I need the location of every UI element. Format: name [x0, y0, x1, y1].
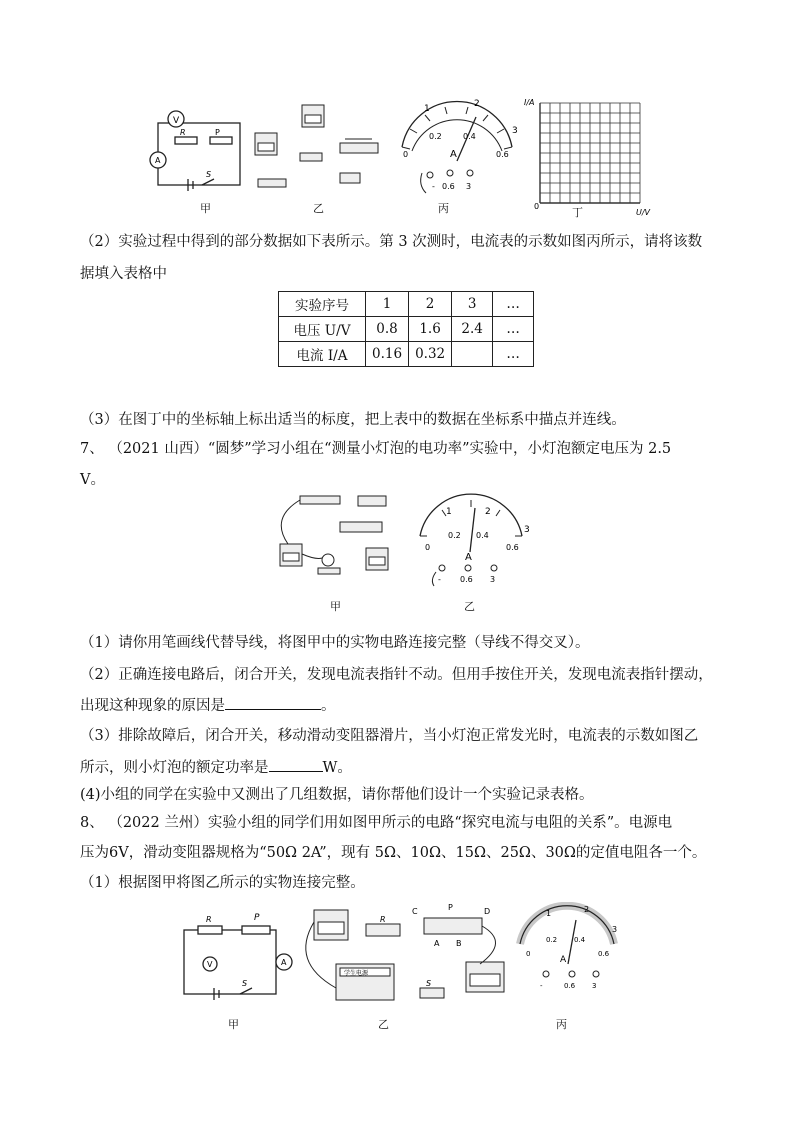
meter-tick: 0.2 — [546, 936, 558, 944]
meter-tick: 0.4 — [463, 132, 476, 141]
terminal-label: 3 — [466, 182, 472, 191]
circuit-label: S — [242, 979, 248, 988]
q7-part2-line2 — [80, 695, 336, 716]
table-row — [279, 317, 534, 342]
graph-x-label: U/V — [636, 208, 651, 217]
q7-part2-line1: （2）正确连接电路后，闭合开关，发现电流表指针不动。但用手按住开关，发现电流表指针摆动， — [80, 667, 713, 683]
q7-part3-prefix: 所示，则小灯泡的额定功率是 — [80, 760, 269, 776]
meter-tick: 1 — [446, 507, 452, 517]
q7-part4: (4)小组的同学在实验中又测出了几组数据，请你帮他们设计一个实验记录表格。 — [80, 787, 594, 803]
meter-tick: 0.4 — [476, 531, 489, 540]
meter-tick: 0.6 — [598, 950, 610, 958]
rheostat-label: P — [448, 903, 453, 912]
q7-stem-line1: 7、 （2021 山西）“圆梦”学习小组在“测量小灯泡的电功率”实验中，小灯泡额定电压为 2.5 — [80, 441, 672, 457]
fig-caption-yi: 乙 — [464, 600, 475, 613]
fig-caption-jia: 甲 — [200, 202, 211, 215]
q8-stem-line1: 8、 （2022 兰州）实验小组的同学们用如图甲所示的电路“探究电流与电阻的关系”。电源电 — [80, 815, 673, 831]
circuit-label: R — [206, 915, 212, 924]
terminal-label: 0.6 — [564, 982, 576, 990]
terminal-label: - — [540, 982, 543, 990]
data-table — [278, 291, 534, 367]
terminal-label: 3 — [592, 982, 597, 990]
rheostat-label: B — [456, 939, 462, 948]
table-cell: 2.4 — [452, 317, 493, 342]
meter-tick: 1 — [546, 909, 552, 918]
apparatus-yi — [306, 910, 504, 1000]
fig-caption-yi: 乙 — [313, 202, 324, 215]
terminal-label: 0.6 — [460, 575, 473, 584]
circuit-diagram-jia — [184, 926, 292, 1000]
q7-part1: （1）请你用笔画线代替导线，将图甲中的实物电路连接完整（导线不得交叉）。 — [80, 635, 590, 651]
q6-part2-line2: 据填入表格中 — [80, 266, 167, 282]
q7-stem-line2: V。 — [80, 472, 105, 488]
circuit-label: P — [215, 128, 220, 137]
table-cell: 电流 I/A — [279, 342, 366, 367]
meter-tick: 2 — [474, 99, 480, 109]
meter-tick: 0 — [425, 543, 431, 552]
table-cell: 0.16 — [366, 342, 409, 367]
meter-unit: A — [450, 149, 457, 160]
table-cell: 1.6 — [409, 317, 452, 342]
circuit-label: R — [180, 128, 186, 137]
meter-tick: 0.6 — [506, 543, 519, 552]
table-row — [279, 292, 534, 317]
q8-part1: （1）根据图甲将图乙所示的实物连接完整。 — [80, 875, 365, 891]
fig-caption-yi: 乙 — [378, 1018, 389, 1031]
table-cell: 实验序号 — [279, 292, 366, 317]
table-cell: … — [493, 317, 534, 342]
meter-tick: 0.4 — [574, 936, 586, 944]
meter-tick: 0 — [526, 950, 531, 958]
table-cell: 3 — [452, 292, 493, 317]
graph-y-label: I/A — [524, 98, 535, 107]
q6-part3: （3）在图丁中的坐标轴上标出适当的标度，把上表中的数据在坐标系中描点并连线。 — [80, 412, 626, 428]
circuit-label: A — [155, 156, 161, 165]
q7-part2-suffix: 。 — [321, 698, 336, 714]
q6-part2-line1: （2）实验过程中得到的部分数据如下表所示。第 3 次测时，电流表的示数如图丙所示，请将该数 — [80, 234, 703, 250]
terminal-label: 3 — [490, 575, 496, 584]
q8-stem-line2: 压为6V，滑动变阻器规格为“50Ω 2A”，现有 5Ω、10Ω、15Ω、25Ω、30Ω的定值电阻各一个。 — [80, 845, 707, 861]
rheostat-label: A — [434, 939, 440, 948]
circuit-label: P — [254, 913, 260, 923]
circuit-diagram-jia — [150, 111, 240, 191]
meter-tick: 0.2 — [429, 132, 442, 141]
answer-blank-reason[interactable] — [225, 695, 321, 710]
q7-figures — [270, 488, 540, 612]
power-supply-label: 学生电源 — [344, 970, 369, 977]
table-cell: 0.8 — [366, 317, 409, 342]
meter-tick: 3 — [612, 925, 618, 934]
meter-tick: 2 — [584, 905, 590, 914]
q7-part3-line2 — [80, 757, 352, 778]
answer-blank-power[interactable] — [269, 757, 323, 772]
q7-part2-prefix: 出现这种现象的原因是 — [80, 698, 225, 714]
fig-caption-ding: 丁 — [572, 206, 583, 219]
terminal-label: - — [432, 182, 435, 191]
graph-origin: 0 — [534, 202, 540, 211]
q8-figures — [180, 902, 620, 1020]
terminal-label: 0.6 — [442, 182, 455, 191]
table-row — [279, 342, 534, 367]
table-cell: 1 — [366, 292, 409, 317]
terminal-label: - — [438, 575, 441, 584]
meter-unit: A — [560, 955, 567, 965]
empty-graph-ding — [540, 103, 640, 203]
table-cell: 2 — [409, 292, 452, 317]
meter-unit: A — [465, 552, 472, 563]
meter-tick: 1 — [424, 104, 430, 114]
meter-tick: 3 — [512, 126, 518, 136]
table-cell: … — [493, 342, 534, 367]
meter-tick: 2 — [485, 507, 491, 517]
fig-caption-bing: 丙 — [438, 202, 449, 215]
fig-caption-jia: 甲 — [228, 1018, 239, 1031]
rheostat-label: C — [412, 907, 418, 916]
circuit-label: S — [206, 170, 212, 179]
switch-label: S — [426, 979, 432, 988]
resistor-label: R — [380, 915, 386, 924]
meter-tick: 0.2 — [448, 531, 461, 540]
meter-tick: 0.6 — [496, 150, 509, 159]
table-cell: 0.32 — [409, 342, 452, 367]
circuit-label: A — [281, 958, 287, 967]
meter-tick: 3 — [524, 525, 530, 535]
table-cell: … — [493, 292, 534, 317]
apparatus-yi — [255, 105, 378, 187]
terminals — [543, 971, 599, 977]
q7-part3-line1: （3）排除故障后，闭合开关，移动滑动变阻器滑片，当小灯泡正常发光时，电流表的示数如图乙 — [80, 728, 699, 744]
circuit-label: V — [207, 960, 213, 969]
table-cell: 电压 U/V — [279, 317, 366, 342]
apparatus-jia — [280, 496, 388, 574]
fig-caption-jia: 甲 — [330, 600, 341, 613]
circuit-label: V — [173, 116, 180, 126]
fig-caption-bing: 丙 — [556, 1018, 567, 1031]
table-cell-empty — [452, 342, 493, 367]
meter-tick: 0 — [403, 150, 409, 159]
rheostat-label: D — [484, 907, 491, 916]
q7-part3-suffix: W。 — [322, 760, 352, 776]
